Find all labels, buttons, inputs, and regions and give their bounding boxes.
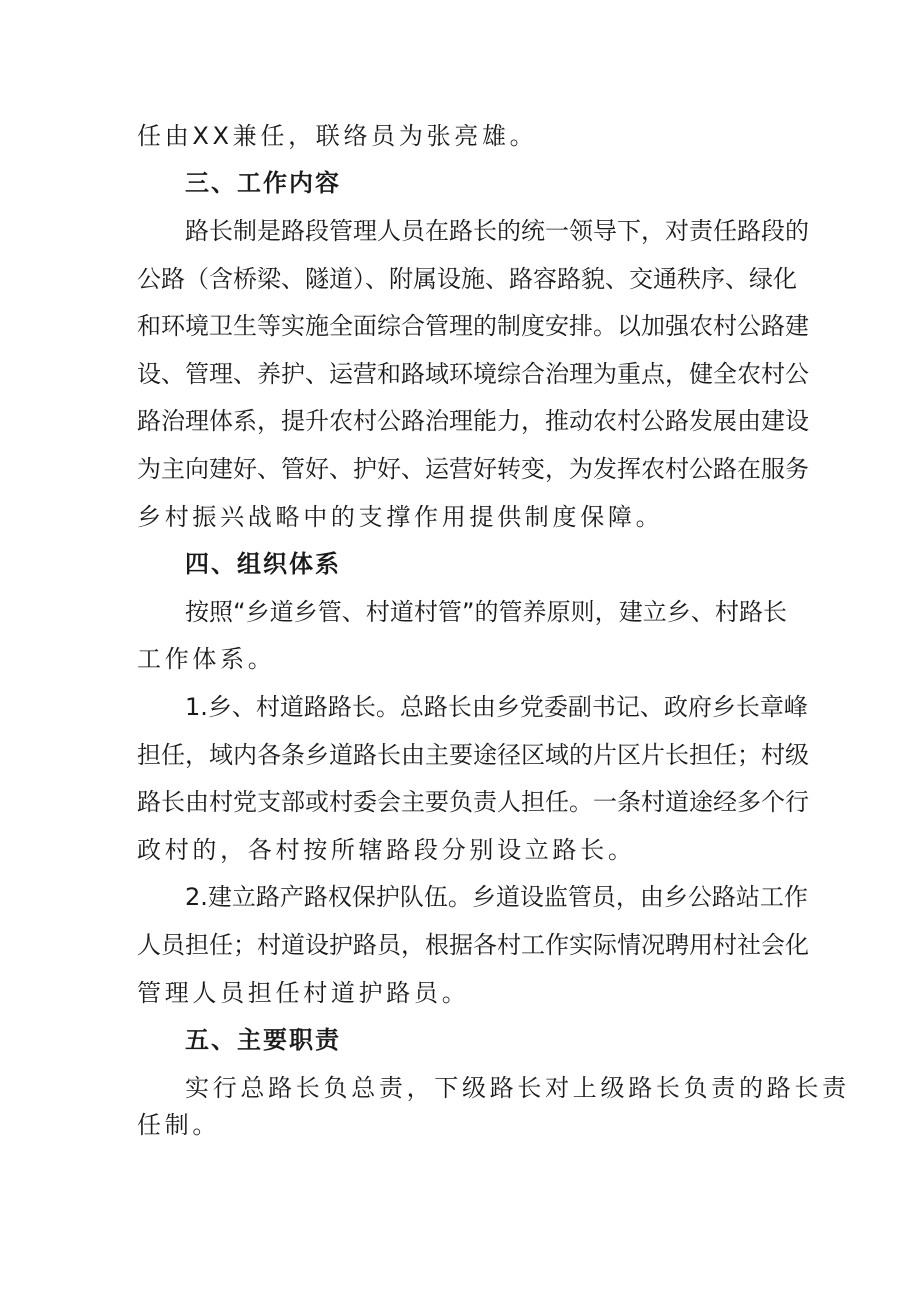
- paragraph-line: 公路（含桥梁、隧道）、附属设施、路容路貌、交通秩序、绿化: [137, 265, 797, 293]
- paragraph-line: 任制。: [137, 1111, 221, 1139]
- paragraph-line: 担任，域内各条乡道路长由主要途径区域的片区片长担任；村级: [137, 741, 809, 769]
- paragraph-line: 1.乡、村道路路长。总路长由乡党委副书记、政府乡长章峰: [185, 693, 808, 721]
- paragraph-line: 路长由村党支部或村委会主要负责人担任。一条村道途经多个行: [137, 788, 809, 816]
- section-heading-work-content: 三、工作内容: [185, 169, 341, 197]
- paragraph-line: 人员担任；村道设护路员，根据各村工作实际情况聘用村社会化: [137, 931, 809, 959]
- paragraph-line: 为主向建好、管好、护好、运营好转变，为发挥农村公路在服务: [137, 455, 809, 483]
- paragraph-line: 路长制是路段管理人员在路长的统一领导下，对责任路段的: [185, 217, 809, 245]
- paragraph-line: 政村的，各村按所辖路段分别设立路长。: [137, 836, 636, 864]
- paragraph-line: 工作体系。: [137, 645, 276, 673]
- paragraph-line: 按照“乡道乡管、村道村管”的管养原则，建立乡、村路长: [185, 598, 787, 626]
- paragraph-line: 实行总路长负总责，下级路长对上级路长负责的路长责: [185, 1074, 850, 1102]
- paragraph-line: 任由XX兼任，联络员为张亮雄。: [137, 122, 538, 150]
- paragraph-line: 管理人员担任村道护路员。: [137, 979, 470, 1007]
- paragraph-line: 2.建立路产路权保护队伍。乡道设监管员，由乡公路站工作: [185, 883, 808, 911]
- section-heading-main-duties: 五、主要职责: [185, 1026, 341, 1054]
- paragraph-line: 路治理体系，提升农村公路治理能力，推动农村公路发展由建设: [137, 407, 809, 435]
- paragraph-line: 和环境卫生等实施全面综合管理的制度安排。以加强农村公路建: [137, 312, 809, 340]
- paragraph-line: 乡村振兴战略中的支撑作用提供制度保障。: [137, 503, 664, 531]
- paragraph-line: 设、管理、养护、运营和路域环境综合治理为重点，健全农村公: [137, 360, 809, 388]
- section-heading-organization: 四、组织体系: [185, 550, 341, 578]
